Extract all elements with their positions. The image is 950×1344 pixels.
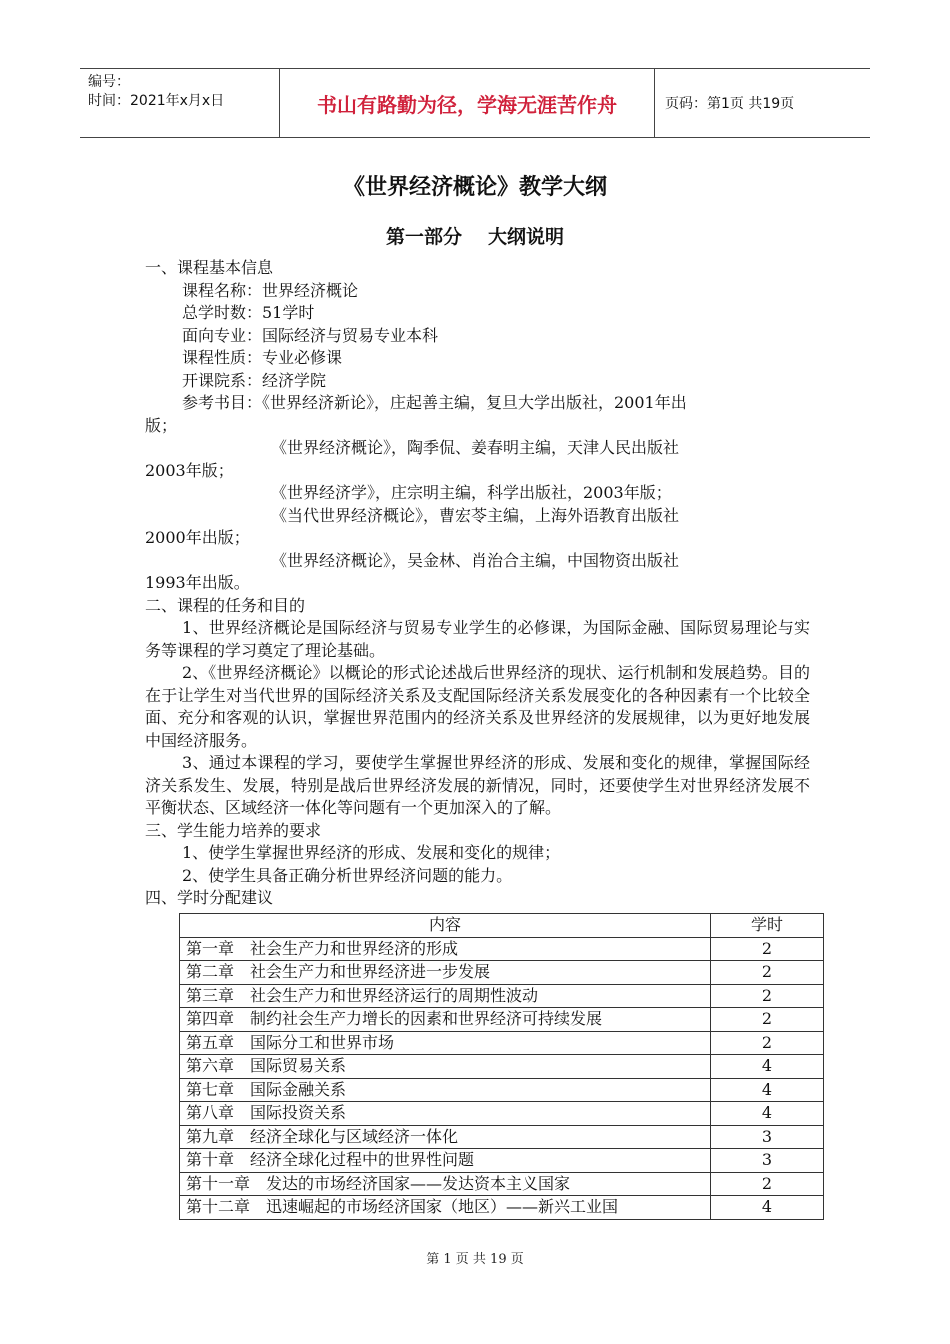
table-row: [180, 984, 824, 1008]
hours-table: [179, 913, 824, 1220]
row-hours: 4: [711, 1102, 824, 1126]
page-footer: 第 1 页 共 19 页: [426, 1252, 524, 1267]
course-nature: 课程性质：专业必修课: [182, 348, 343, 367]
row-hours: 3: [711, 1125, 824, 1149]
reference-1-cont: 版；: [145, 415, 178, 435]
major: 面向专业：国际经济与贸易专业本科: [182, 325, 439, 345]
row-content: 第八章 国际投资关系: [180, 1102, 711, 1126]
page-header: [80, 68, 870, 138]
row-content: 第七章 国际金融关系: [180, 1078, 711, 1102]
course-name: 课程名称：世界经济概论: [182, 280, 359, 300]
row-content: 第三章 社会生产力和世界经济运行的周期性波动: [180, 984, 711, 1008]
table-row: [180, 961, 824, 985]
row-hours: 2: [711, 1031, 824, 1055]
header-page-info: 页码：第1页 共19页: [665, 96, 795, 112]
table-row: [180, 1172, 824, 1196]
doc-body: [145, 257, 810, 910]
reference-5-cont: 1993年出版。: [145, 573, 250, 592]
col-content-header: 内容: [180, 914, 711, 938]
part-label: 第一部分: [385, 226, 462, 248]
section3-item-1: 1、使学生掌握世界经济的形成、发展和变化的规律；: [182, 843, 561, 862]
section2-paragraph-1: 1、世界经济概论是国际经济与贸易专业学生的必修课，为国际金融、国际贸易理论与实务等课程的学习奠定了理论基础。: [145, 618, 810, 660]
table-row: [180, 1125, 824, 1149]
part-title: 大纲说明: [488, 226, 565, 248]
section2-paragraph-2: 2、《世界经济概论》以概论的形式论述战后世界经济的现状、运行机制和发展趋势。目的在于让学生对当代世界的国际经济关系及支配国际经济关系发展变化的各种因素有一个比较全面、充分和客观的认识，掌握世界范围内的经济关系及世界经济的发展规律，以为更好地发展中国经济服务。: [145, 663, 810, 750]
row-content: 第十二章 迅速崛起的市场经济国家（地区）——新兴工业国: [180, 1196, 711, 1220]
doc-title: 《世界经济概论》教学大纲: [342, 175, 607, 200]
table-row: [180, 1055, 824, 1079]
row-content: 第四章 制约社会生产力增长的因素和世界经济可持续发展: [180, 1008, 711, 1032]
reference-1: 参考书目：《世界经济新论》，庄起善主编，复旦大学出版社，2001年出: [182, 393, 687, 412]
row-hours: 4: [711, 1055, 824, 1079]
reference-2-cont: 2003年版；: [145, 460, 234, 480]
row-content: 第二章 社会生产力和世界经济进一步发展: [180, 961, 711, 985]
part-heading: [0, 222, 950, 249]
row-content: 第十章 经济全球化过程中的世界性问题: [180, 1149, 711, 1173]
row-hours: 4: [711, 1078, 824, 1102]
row-content: 第九章 经济全球化与区域经济一体化: [180, 1125, 711, 1149]
section1-heading: 一、课程基本信息: [145, 258, 274, 277]
reference-2: 《世界经济概论》，陶季侃、姜春明主编，天津人民出版社: [271, 438, 680, 457]
row-content: 第六章 国际贸易关系: [180, 1055, 711, 1079]
section3-item-2: 2、使学生具备正确分析世界经济问题的能力。: [182, 865, 513, 885]
department: 开课院系：经济学院: [182, 370, 327, 390]
reference-5: 《世界经济概论》，吴金林、肖治合主编，中国物资出版社: [271, 550, 680, 570]
table-row: [180, 1196, 824, 1220]
col-hours-header: 学时: [711, 914, 824, 938]
table-row: [180, 1008, 824, 1032]
section2-paragraph-3: 3、通过本课程的学习，要使学生掌握世界经济的形成、发展和变化的规律，掌握国际经济关系发生、发展，特别是战后世界经济发展的新情况，同时，还要使学生对世界经济发展不平衡状态、区域经济一体化等问题有一个更加深入的了解。: [145, 753, 810, 817]
doc-number-label: 编号：: [88, 74, 130, 90]
table-row: [180, 1031, 824, 1055]
section2-heading: 二、课程的任务和目的: [145, 595, 306, 615]
table-row: [180, 937, 824, 961]
section4-heading: 四、学时分配建议: [145, 888, 274, 907]
row-content: 第一章 社会生产力和世界经济的形成: [180, 937, 711, 961]
row-hours: 2: [711, 961, 824, 985]
section3-heading: 三、学生能力培养的要求: [145, 820, 322, 840]
row-hours: 2: [711, 937, 824, 961]
table-row: [180, 1149, 824, 1173]
row-hours: 2: [711, 984, 824, 1008]
doc-time-label: 时间：2021年x月x日: [88, 93, 225, 109]
reference-4: 《当代世界经济概论》，曹宏苓主编，上海外语教育出版社: [271, 505, 680, 525]
header-meta: [80, 69, 280, 137]
row-hours: 2: [711, 1172, 824, 1196]
table-header-row: [180, 914, 824, 938]
row-content: 第五章 国际分工和世界市场: [180, 1031, 711, 1055]
table-row: [180, 1102, 824, 1126]
table-row: [180, 1078, 824, 1102]
row-content: 第十一章 发达的市场经济国家——发达资本主义国家: [180, 1172, 711, 1196]
total-hours: 总学时数：51学时: [182, 303, 315, 322]
reference-4-cont: 2000年出版；: [145, 528, 250, 547]
row-hours: 3: [711, 1149, 824, 1173]
reference-3: 《世界经济学》，庄宗明主编，科学出版社，2003年版；: [271, 483, 672, 502]
row-hours: 2: [711, 1008, 824, 1032]
row-hours: 4: [711, 1196, 824, 1220]
header-motto: 书山有路勤为径，学海无涯苦作舟: [280, 69, 655, 137]
